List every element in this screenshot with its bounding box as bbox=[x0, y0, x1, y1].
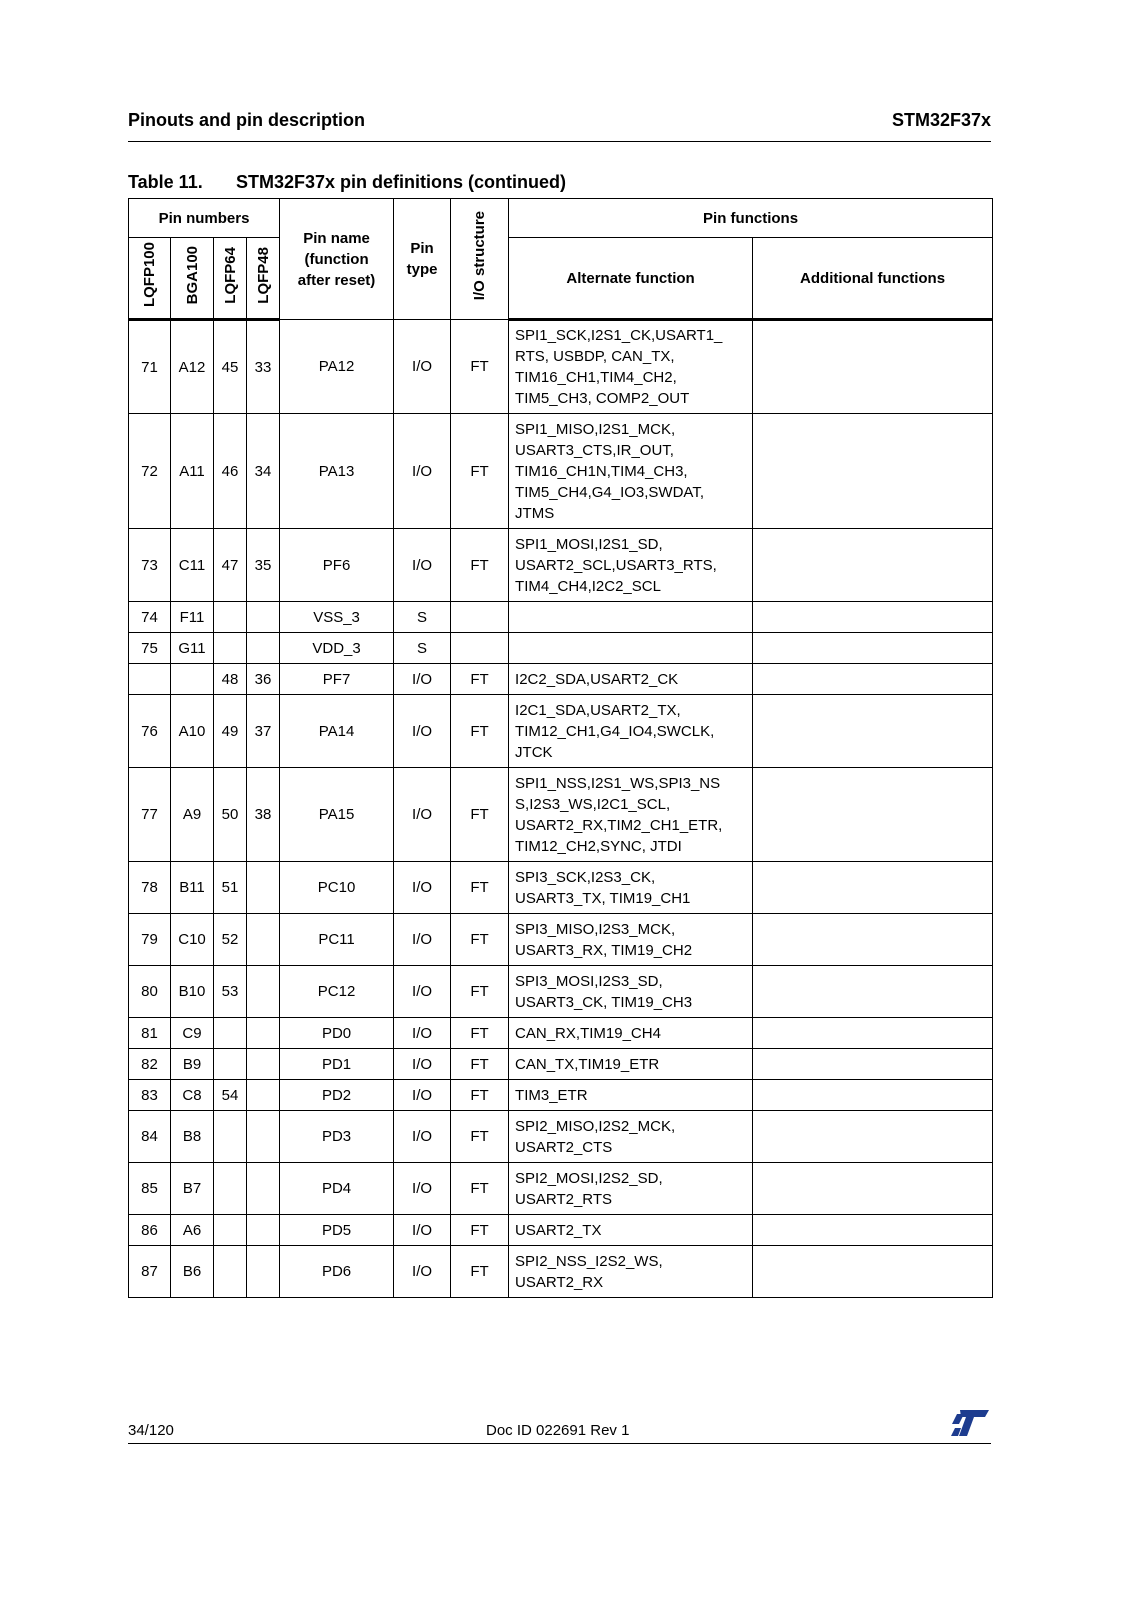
lqfp100-cell: 83 bbox=[129, 1080, 171, 1111]
lqfp64-cell bbox=[214, 1215, 247, 1246]
pin-type-cell: I/O bbox=[394, 414, 451, 529]
lqfp64-cell: 47 bbox=[214, 529, 247, 602]
alternate-function-cell bbox=[509, 695, 753, 768]
alternate-function-cell bbox=[509, 914, 753, 966]
pin-type-cell: I/O bbox=[394, 664, 451, 695]
bga100-cell: A12 bbox=[171, 320, 214, 414]
lqfp100-cell: 85 bbox=[129, 1163, 171, 1215]
lqfp64-cell bbox=[214, 602, 247, 633]
lqfp48-cell: 37 bbox=[247, 695, 280, 768]
alternate-function-line: CAN_RX,TIM19_CH4 bbox=[515, 1024, 661, 1042]
lqfp100-cell: 80 bbox=[129, 966, 171, 1018]
pin-type-cell: I/O bbox=[394, 529, 451, 602]
alternate-function-line: TIM12_CH2,SYNC, JTDI bbox=[515, 837, 682, 855]
alternate-function-line: SPI1_NSS,I2S1_WS,SPI3_NS bbox=[515, 774, 721, 792]
bga100-cell: A9 bbox=[171, 768, 214, 862]
alternate-function-line: USART2_TX bbox=[515, 1221, 602, 1239]
alternate-function-line: RTS, USBDP, CAN_TX, bbox=[515, 348, 675, 365]
io-structure-cell: FT bbox=[451, 914, 509, 966]
package-header-bga100 bbox=[171, 238, 214, 320]
bga100-cell bbox=[171, 664, 214, 695]
table-row bbox=[129, 695, 993, 768]
io-structure-cell: FT bbox=[451, 1215, 509, 1246]
alternate-function-line: SPI3_MOSI,I2S3_SD, bbox=[515, 972, 663, 990]
pin-type-cell: I/O bbox=[394, 914, 451, 966]
package-header-lqfp100 bbox=[129, 238, 171, 320]
additional-functions-header: Additional functions bbox=[753, 238, 993, 320]
additional-functions-cell bbox=[753, 1080, 993, 1111]
io-structure-cell: FT bbox=[451, 695, 509, 768]
lqfp48-cell: 33 bbox=[247, 320, 280, 414]
io-structure-cell bbox=[451, 633, 509, 664]
alternate-function-cell bbox=[509, 1080, 753, 1111]
lqfp48-cell bbox=[247, 602, 280, 633]
alternate-function-cell bbox=[509, 1246, 753, 1298]
bga100-cell: B6 bbox=[171, 1246, 214, 1298]
additional-functions-cell bbox=[753, 602, 993, 633]
lqfp100-cell: 73 bbox=[129, 529, 171, 602]
pin-definitions-table bbox=[128, 198, 993, 1298]
package-label: LQFP100 bbox=[141, 242, 158, 308]
lqfp100-cell: 74 bbox=[129, 602, 171, 633]
alternate-function-line: TIM16_CH1,TIM4_CH2, bbox=[515, 369, 677, 386]
table-body bbox=[129, 320, 993, 1298]
lqfp64-cell: 46 bbox=[214, 414, 247, 529]
io-structure-cell: FT bbox=[451, 1163, 509, 1215]
pin-type-cell: I/O bbox=[394, 862, 451, 914]
bga100-cell: A11 bbox=[171, 414, 214, 529]
pin-name-cell: PD4 bbox=[280, 1163, 394, 1215]
table-row bbox=[129, 768, 993, 862]
alternate-function-line: SPI1_SCK,I2S1_CK,USART1_ bbox=[515, 327, 723, 344]
lqfp64-cell: 49 bbox=[214, 695, 247, 768]
alternate-function-line: TIM12_CH1,G4_IO4,SWCLK, bbox=[515, 722, 715, 740]
table-row bbox=[129, 1080, 993, 1111]
alternate-function-cell bbox=[509, 320, 753, 414]
io-structure-cell: FT bbox=[451, 664, 509, 695]
additional-functions-cell bbox=[753, 1215, 993, 1246]
lqfp48-cell bbox=[247, 633, 280, 664]
io-structure-cell: FT bbox=[451, 320, 509, 414]
alternate-function-line: SPI1_MISO,I2S1_MCK, bbox=[515, 420, 676, 438]
bga100-cell: C9 bbox=[171, 1018, 214, 1049]
alternate-function-line: TIM5_CH3, COMP2_OUT bbox=[515, 390, 690, 407]
table-row bbox=[129, 529, 993, 602]
bga100-cell: B8 bbox=[171, 1111, 214, 1163]
alternate-function-cell bbox=[509, 1049, 753, 1080]
additional-functions-cell bbox=[753, 1246, 993, 1298]
lqfp64-cell bbox=[214, 633, 247, 664]
alternate-function-line: USART2_RX,TIM2_CH1_ETR, bbox=[515, 816, 723, 834]
additional-functions-cell bbox=[753, 529, 993, 602]
pin-name-header bbox=[280, 199, 394, 320]
alternate-function-line: USART3_RX, TIM19_CH2 bbox=[515, 941, 693, 959]
bga100-cell: B9 bbox=[171, 1049, 214, 1080]
package-label: BGA100 bbox=[183, 245, 201, 305]
pin-name-cell: PD3 bbox=[280, 1111, 394, 1163]
pin-type-header bbox=[394, 199, 451, 320]
pin-name-cell: PC11 bbox=[280, 914, 394, 966]
lqfp48-cell bbox=[247, 1215, 280, 1246]
lqfp48-cell bbox=[247, 1163, 280, 1215]
header-rule bbox=[128, 141, 991, 142]
table-row bbox=[129, 664, 993, 695]
io-structure-label: I/O structure bbox=[471, 211, 489, 301]
additional-functions-cell bbox=[753, 1049, 993, 1080]
lqfp64-cell bbox=[214, 1049, 247, 1080]
table-row bbox=[129, 966, 993, 1018]
table-title: STM32F37x pin definitions (continued) bbox=[236, 172, 567, 192]
bga100-cell: B7 bbox=[171, 1163, 214, 1215]
pin-type-cell: I/O bbox=[394, 1049, 451, 1080]
io-structure-cell bbox=[451, 602, 509, 633]
lqfp100-cell: 79 bbox=[129, 914, 171, 966]
pin-numbers-header: Pin numbers bbox=[129, 199, 280, 238]
alternate-function-line: USART3_TX, TIM19_CH1 bbox=[515, 889, 691, 907]
alternate-function-line: USART2_RX bbox=[515, 1273, 604, 1291]
lqfp48-cell bbox=[247, 1111, 280, 1163]
lqfp100-cell: 87 bbox=[129, 1246, 171, 1298]
lqfp48-cell: 36 bbox=[247, 664, 280, 695]
pin-type-cell: I/O bbox=[394, 1080, 451, 1111]
lqfp100-cell: 78 bbox=[129, 862, 171, 914]
additional-functions-cell bbox=[753, 1111, 993, 1163]
lqfp100-cell: 77 bbox=[129, 768, 171, 862]
lqfp48-cell bbox=[247, 1018, 280, 1049]
lqfp64-cell: 53 bbox=[214, 966, 247, 1018]
table-row bbox=[129, 414, 993, 529]
pin-type-cell: I/O bbox=[394, 695, 451, 768]
bga100-cell: C10 bbox=[171, 914, 214, 966]
alternate-function-line: SPI3_SCK,I2S3_CK, bbox=[515, 868, 656, 886]
table-row bbox=[129, 1049, 993, 1080]
pin-type-cell: I/O bbox=[394, 1018, 451, 1049]
alternate-function-line: TIM5_CH4,G4_IO3,SWDAT, bbox=[515, 483, 704, 501]
alternate-function-line: SPI2_NSS_I2S2_WS, bbox=[515, 1252, 663, 1270]
pin-functions-header: Pin functions bbox=[509, 199, 993, 238]
additional-functions-cell bbox=[753, 1018, 993, 1049]
alternate-function-line: I2C2_SDA,USART2_CK bbox=[515, 670, 679, 688]
pin-type-header-line: Pin bbox=[410, 240, 434, 257]
package-label: LQFP64 bbox=[221, 246, 239, 304]
lqfp64-cell: 51 bbox=[214, 862, 247, 914]
pin-type-cell: I/O bbox=[394, 768, 451, 862]
io-structure-cell: FT bbox=[451, 414, 509, 529]
alternate-function-cell bbox=[509, 1163, 753, 1215]
lqfp64-cell: 52 bbox=[214, 914, 247, 966]
table-row bbox=[129, 1163, 993, 1215]
pin-name-cell: PF7 bbox=[280, 664, 394, 695]
pin-name-cell: PD1 bbox=[280, 1049, 394, 1080]
lqfp64-cell bbox=[214, 1246, 247, 1298]
pin-name-cell: PD2 bbox=[280, 1080, 394, 1111]
alternate-function-cell bbox=[509, 529, 753, 602]
table-row bbox=[129, 320, 993, 414]
pin-name-header-line: (function bbox=[304, 250, 369, 268]
footer-rule bbox=[128, 1443, 991, 1444]
lqfp64-cell: 50 bbox=[214, 768, 247, 862]
alternate-function-line: CAN_TX,TIM19_ETR bbox=[515, 1055, 660, 1073]
doc-id: Doc ID 022691 Rev 1 bbox=[486, 1422, 630, 1439]
pin-name-cell: PA15 bbox=[280, 768, 394, 862]
pin-name-cell: VDD_3 bbox=[280, 633, 394, 664]
product-name: STM32F37x bbox=[891, 110, 991, 130]
io-structure-cell: FT bbox=[451, 1246, 509, 1298]
pin-type-header-line: type bbox=[406, 261, 438, 278]
pin-name-cell: PC10 bbox=[280, 862, 394, 914]
alternate-function-header: Alternate function bbox=[509, 238, 753, 320]
alternate-function-line: USART2_CTS bbox=[515, 1138, 613, 1156]
io-structure-cell: FT bbox=[451, 529, 509, 602]
lqfp48-cell: 34 bbox=[247, 414, 280, 529]
alternate-function-cell bbox=[509, 414, 753, 529]
pin-name-cell: PD0 bbox=[280, 1018, 394, 1049]
additional-functions-cell bbox=[753, 664, 993, 695]
lqfp48-cell bbox=[247, 1049, 280, 1080]
bga100-cell: A6 bbox=[171, 1215, 214, 1246]
lqfp64-cell bbox=[214, 1163, 247, 1215]
pin-name-header-line: Pin name bbox=[303, 229, 370, 247]
st-logo-icon bbox=[948, 1408, 990, 1438]
alternate-function-line: JTCK bbox=[515, 743, 553, 761]
alternate-function-line: SPI2_MOSI,I2S2_SD, bbox=[515, 1169, 663, 1187]
table-row bbox=[129, 1018, 993, 1049]
alternate-function-line: I2C1_SDA,USART2_TX, bbox=[515, 701, 681, 719]
lqfp48-cell bbox=[247, 1246, 280, 1298]
lqfp100-cell bbox=[129, 664, 171, 695]
alternate-function-line: USART3_CTS,IR_OUT, bbox=[515, 441, 674, 459]
additional-functions-cell bbox=[753, 695, 993, 768]
alternate-function-cell bbox=[509, 602, 753, 633]
bga100-cell: F11 bbox=[171, 602, 214, 633]
alternate-function-line: USART3_CK, TIM19_CH3 bbox=[515, 993, 693, 1011]
bga100-cell: C8 bbox=[171, 1080, 214, 1111]
io-structure-cell: FT bbox=[451, 862, 509, 914]
bga100-cell: A10 bbox=[171, 695, 214, 768]
bga100-cell: B11 bbox=[171, 862, 214, 914]
additional-functions-cell bbox=[753, 862, 993, 914]
lqfp100-cell: 84 bbox=[129, 1111, 171, 1163]
io-structure-cell: FT bbox=[451, 966, 509, 1018]
lqfp100-cell: 75 bbox=[129, 633, 171, 664]
alternate-function-cell bbox=[509, 633, 753, 664]
alternate-function-line: SPI3_MISO,I2S3_MCK, bbox=[515, 920, 676, 938]
table-row bbox=[129, 1215, 993, 1246]
alternate-function-line: SPI2_MISO,I2S2_MCK, bbox=[515, 1117, 676, 1135]
alternate-function-line: TIM3_ETR bbox=[515, 1086, 588, 1104]
alternate-function-cell bbox=[509, 664, 753, 695]
pin-name-cell: PD6 bbox=[280, 1246, 394, 1298]
lqfp64-cell bbox=[214, 1111, 247, 1163]
pin-type-cell: S bbox=[394, 602, 451, 633]
alternate-function-cell bbox=[509, 1111, 753, 1163]
pin-name-cell: PA13 bbox=[280, 414, 394, 529]
pin-type-cell: I/O bbox=[394, 966, 451, 1018]
pin-type-cell: I/O bbox=[394, 1215, 451, 1246]
alternate-function-line: TIM4_CH4,I2C2_SCL bbox=[515, 577, 661, 595]
bga100-cell: G11 bbox=[171, 633, 214, 664]
lqfp64-cell: 45 bbox=[214, 320, 247, 414]
lqfp48-cell bbox=[247, 862, 280, 914]
table-row bbox=[129, 1246, 993, 1298]
additional-functions-cell bbox=[753, 966, 993, 1018]
io-structure-cell: FT bbox=[451, 768, 509, 862]
pin-type-cell: S bbox=[394, 633, 451, 664]
lqfp100-cell: 82 bbox=[129, 1049, 171, 1080]
pin-name-cell: VSS_3 bbox=[280, 602, 394, 633]
alternate-function-line: JTMS bbox=[515, 504, 555, 522]
additional-functions-cell bbox=[753, 633, 993, 664]
table-row bbox=[129, 1111, 993, 1163]
section-title: Pinouts and pin description bbox=[128, 110, 366, 130]
additional-functions-cell bbox=[753, 414, 993, 529]
lqfp48-cell: 38 bbox=[247, 768, 280, 862]
lqfp64-cell: 54 bbox=[214, 1080, 247, 1111]
lqfp48-cell bbox=[247, 1080, 280, 1111]
alternate-function-line: S,I2S3_WS,I2C1_SCL, bbox=[515, 795, 671, 813]
pin-name-cell: PC12 bbox=[280, 966, 394, 1018]
alternate-function-line: TIM16_CH1N,TIM4_CH3, bbox=[515, 462, 688, 480]
lqfp48-cell: 35 bbox=[247, 529, 280, 602]
pin-type-cell: I/O bbox=[394, 320, 451, 414]
alternate-function-cell bbox=[509, 1018, 753, 1049]
pin-name-cell: PA12 bbox=[280, 320, 394, 414]
pin-type-cell: I/O bbox=[394, 1246, 451, 1298]
pin-type-cell: I/O bbox=[394, 1163, 451, 1215]
lqfp100-cell: 81 bbox=[129, 1018, 171, 1049]
additional-functions-cell bbox=[753, 1163, 993, 1215]
package-header-lqfp64 bbox=[214, 238, 247, 320]
lqfp100-cell: 76 bbox=[129, 695, 171, 768]
table-caption bbox=[128, 172, 566, 193]
io-structure-cell: FT bbox=[451, 1018, 509, 1049]
lqfp100-cell: 71 bbox=[129, 320, 171, 414]
io-structure-cell: FT bbox=[451, 1049, 509, 1080]
additional-functions-cell bbox=[753, 768, 993, 862]
lqfp48-cell bbox=[247, 966, 280, 1018]
page-number: 34/120 bbox=[128, 1422, 174, 1439]
io-structure-cell: FT bbox=[451, 1111, 509, 1163]
lqfp64-cell: 48 bbox=[214, 664, 247, 695]
alternate-function-line: USART2_SCL,USART3_RTS, bbox=[515, 556, 717, 574]
pin-name-cell: PF6 bbox=[280, 529, 394, 602]
alternate-function-cell bbox=[509, 1215, 753, 1246]
bga100-cell: B10 bbox=[171, 966, 214, 1018]
table-row bbox=[129, 862, 993, 914]
additional-functions-cell bbox=[753, 914, 993, 966]
package-header-lqfp48 bbox=[247, 238, 280, 320]
io-structure-cell: FT bbox=[451, 1080, 509, 1111]
alternate-function-cell bbox=[509, 966, 753, 1018]
table-row bbox=[129, 633, 993, 664]
package-label: LQFP48 bbox=[254, 246, 272, 304]
alternate-function-cell bbox=[509, 768, 753, 862]
lqfp48-cell bbox=[247, 914, 280, 966]
table-row bbox=[129, 914, 993, 966]
lqfp100-cell: 86 bbox=[129, 1215, 171, 1246]
io-structure-header bbox=[451, 199, 509, 320]
pin-name-header-line: after reset) bbox=[297, 271, 376, 289]
bga100-cell: C11 bbox=[171, 529, 214, 602]
lqfp64-cell bbox=[214, 1018, 247, 1049]
additional-functions-cell bbox=[753, 320, 993, 414]
alternate-function-line: USART2_RTS bbox=[515, 1190, 613, 1208]
table-row bbox=[129, 602, 993, 633]
pin-type-cell: I/O bbox=[394, 1111, 451, 1163]
pin-name-cell: PD5 bbox=[280, 1215, 394, 1246]
alternate-function-line: SPI1_MOSI,I2S1_SD, bbox=[515, 535, 663, 553]
alternate-function-cell bbox=[509, 862, 753, 914]
lqfp100-cell: 72 bbox=[129, 414, 171, 529]
pin-name-cell: PA14 bbox=[280, 695, 394, 768]
table-number: Table 11. bbox=[128, 172, 203, 192]
